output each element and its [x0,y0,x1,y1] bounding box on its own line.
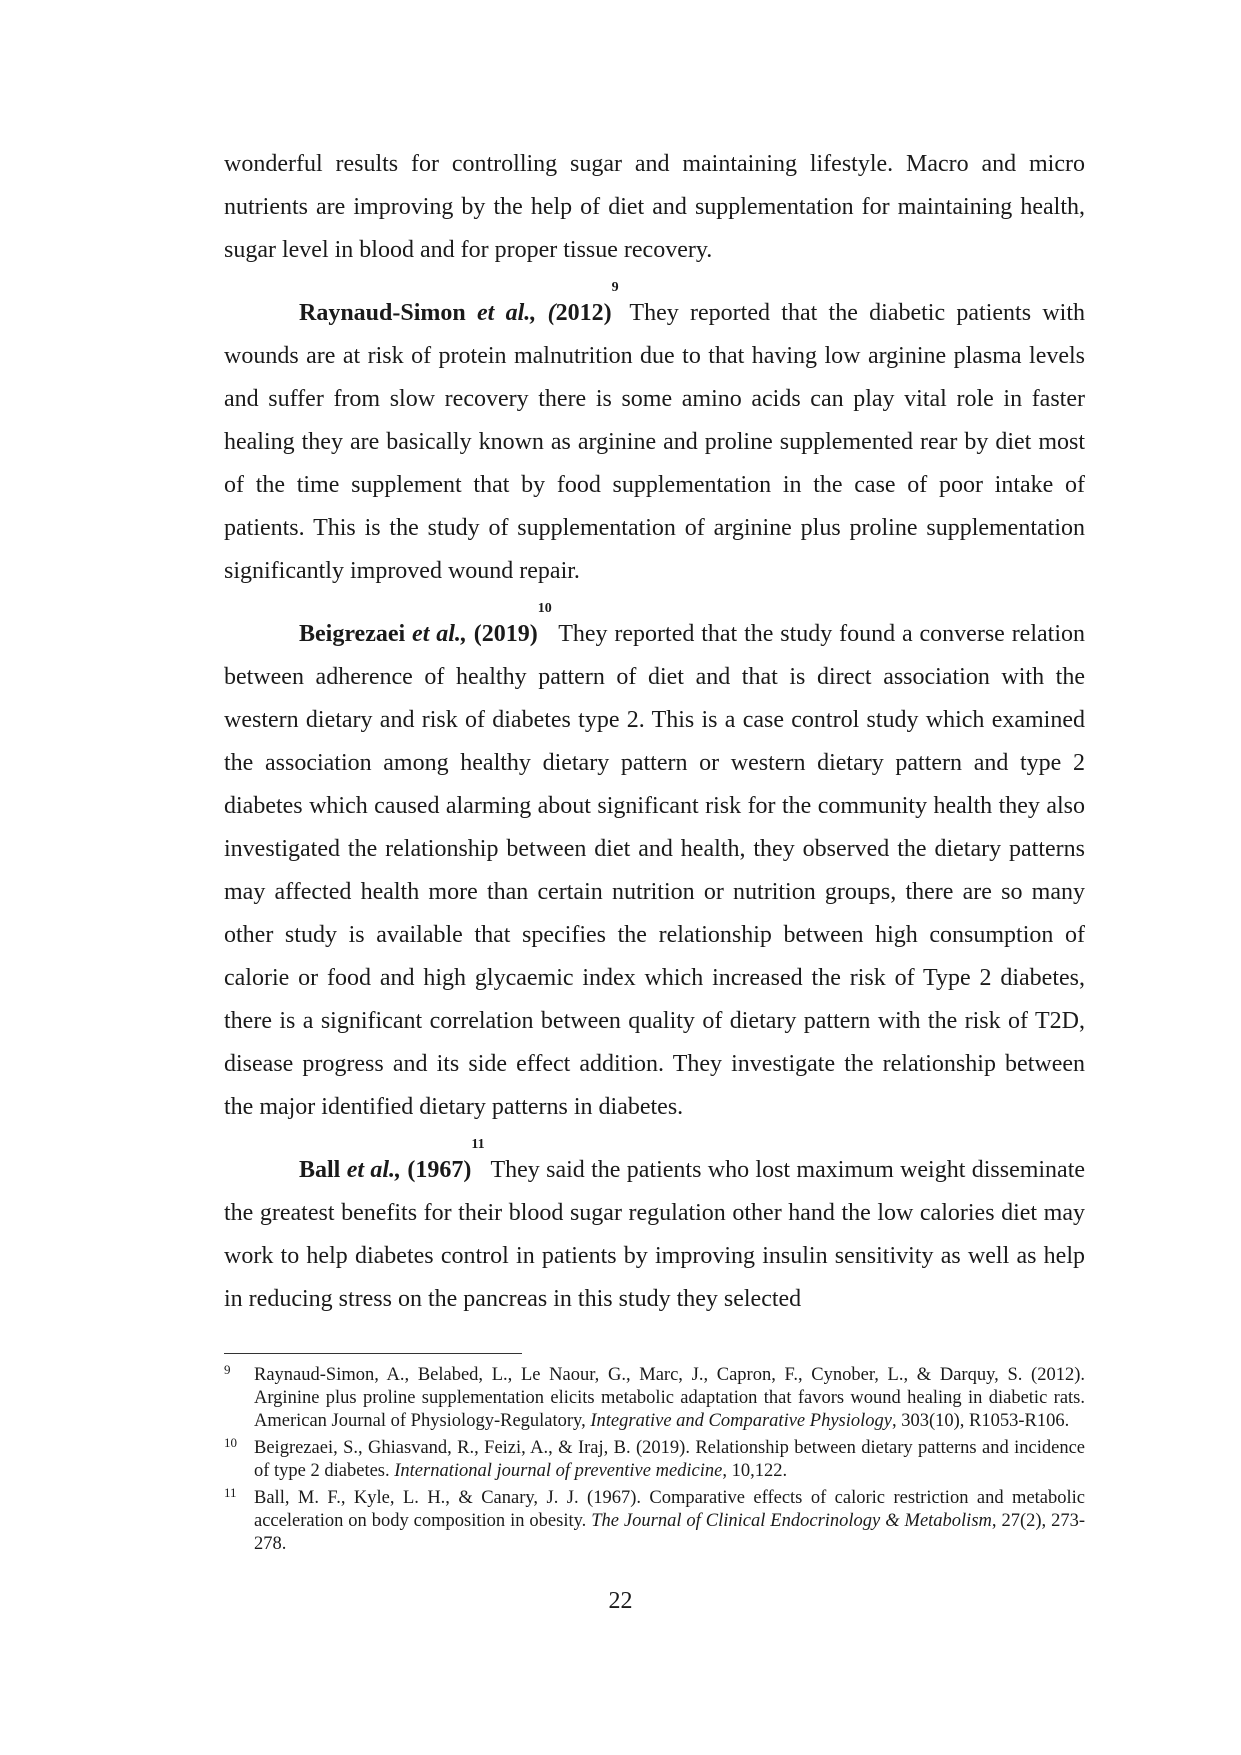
citation-et-al: et al., [346,1157,402,1183]
footnote-journal: Integrative and Comparative Physiology [590,1411,892,1431]
footnote-separator [224,1353,522,1354]
citation-et-al: et al., [412,621,467,647]
footnote-details: , 10,122. [722,1461,788,1481]
footnote-details: , 303(10), R1053-R106. [891,1411,1070,1431]
page-number: 22 [608,1588,633,1614]
paragraph-text: They reported that the diabetic patients with wounds are at risk of protein malnutrition due to that having low arginine plasma levels and suffer from slow recovery there is some amino acids can play vital role in faster healing they are basically known as arginine and proline supplemented rear by diet most of the time supplement that by food supplementation in the case of poor intake of patients. This is the study of supplementation of arginine plus proline supplementation significantly improved wound repair. [224,300,1086,584]
paragraph-intro [224,143,1085,272]
paragraph-text: They reported that the study found a converse relation between adherence of healthy pattern of diet and that is direct association with the western dietary and risk of diabetes type 2. This is a case control study which examined the association among healthy dietary pattern or western dietary pattern and type 2 diabetes which caused alarming about significant risk for the community health they also investigated the relationship between diet and health, they observed the dietary patterns may affected health more than certain nutrition or nutrition groups, there are so many other study is available that specifies the relationship between high consumption of calorie or food and high glycaemic index which increased the risk of Type 2 diabetes, there is a significant correlation between quality of dietary pattern with the risk of T2D, disease progress and its side effect addition. They investigate the relationship between the major identified dietary patterns in diabetes. [224,621,1085,1120]
citation-et-al: et al., ( [477,300,556,326]
footnote-details: , 27(2), 273-278. [254,1511,1086,1554]
footnote-text: Beigrezaei, S., Ghiasvand, R., Feizi, A., & Iraj, B. (2019). Relationship between dietary patterns and incidence of type 2 diabetes. [254,1438,1085,1481]
footnote-number: 11 [224,1485,237,1500]
footnote-text: Raynaud-Simon, A., Belabed, L., Le Naour, G., Marc, J., Capron, F., Cynober, L., & Darquy, S. (2012). Arginine plus proline supplementation elicits metabolic adaptation that favors wound healing in diabetic rats. American Journal of Physiology-Regulatory, [254,1365,1085,1431]
footnote-11 [224,1487,1085,1556]
citation-ball [299,1157,471,1183]
body-text [224,143,1085,1341]
footnote-ref-10: 10 [537,601,552,616]
paragraph-beigrezaei [224,601,1085,1129]
paragraph-ball [224,1137,1086,1321]
citation-year: 2012) [555,300,612,326]
footnote-journal: The Journal of Clinical Endocrinology & Metabolism [591,1511,992,1531]
citation-year: (2019) [466,621,538,647]
footnote-journal: International journal of preventive medicine [394,1461,723,1481]
paragraph-text: wonderful results for controlling sugar and maintaining lifestyle. Macro and micro nutrients are improving by the help of diet and supplementation for maintaining health, sugar level in blood and for proper tissue recovery. [224,151,1085,263]
footnote-number: 10 [224,1435,237,1450]
paragraph-raynaud-simon [224,280,1086,593]
citation-beigrezaei [299,621,538,647]
citation-raynaud-simon [299,300,612,326]
footnote-number: 9 [224,1362,231,1377]
footnote-10 [224,1437,1085,1483]
footnotes [224,1364,1085,1560]
footnote-9 [224,1364,1085,1433]
citation-author: Beigrezaei [299,621,413,647]
citation-author: Ball [299,1157,347,1183]
footnote-text: Ball, M. F., Kyle, L. H., & Canary, J. J. (1967). Comparative effects of caloric restriction and metabolic acceleration on body composition in obesity. [254,1488,1085,1531]
citation-year: (1967) [401,1157,472,1183]
paragraph-text: They said the patients who lost maximum weight disseminate the greatest benefits for their blood sugar regulation other hand the low calories diet may work to help diabetes control in patients by improving insulin sensitivity as well as help in reducing stress on the pancreas in this study they selected [224,1157,1086,1312]
footnote-ref-9: 9 [611,280,619,295]
footnote-ref-11: 11 [471,1137,485,1152]
citation-author: Raynaud-Simon [299,300,478,326]
